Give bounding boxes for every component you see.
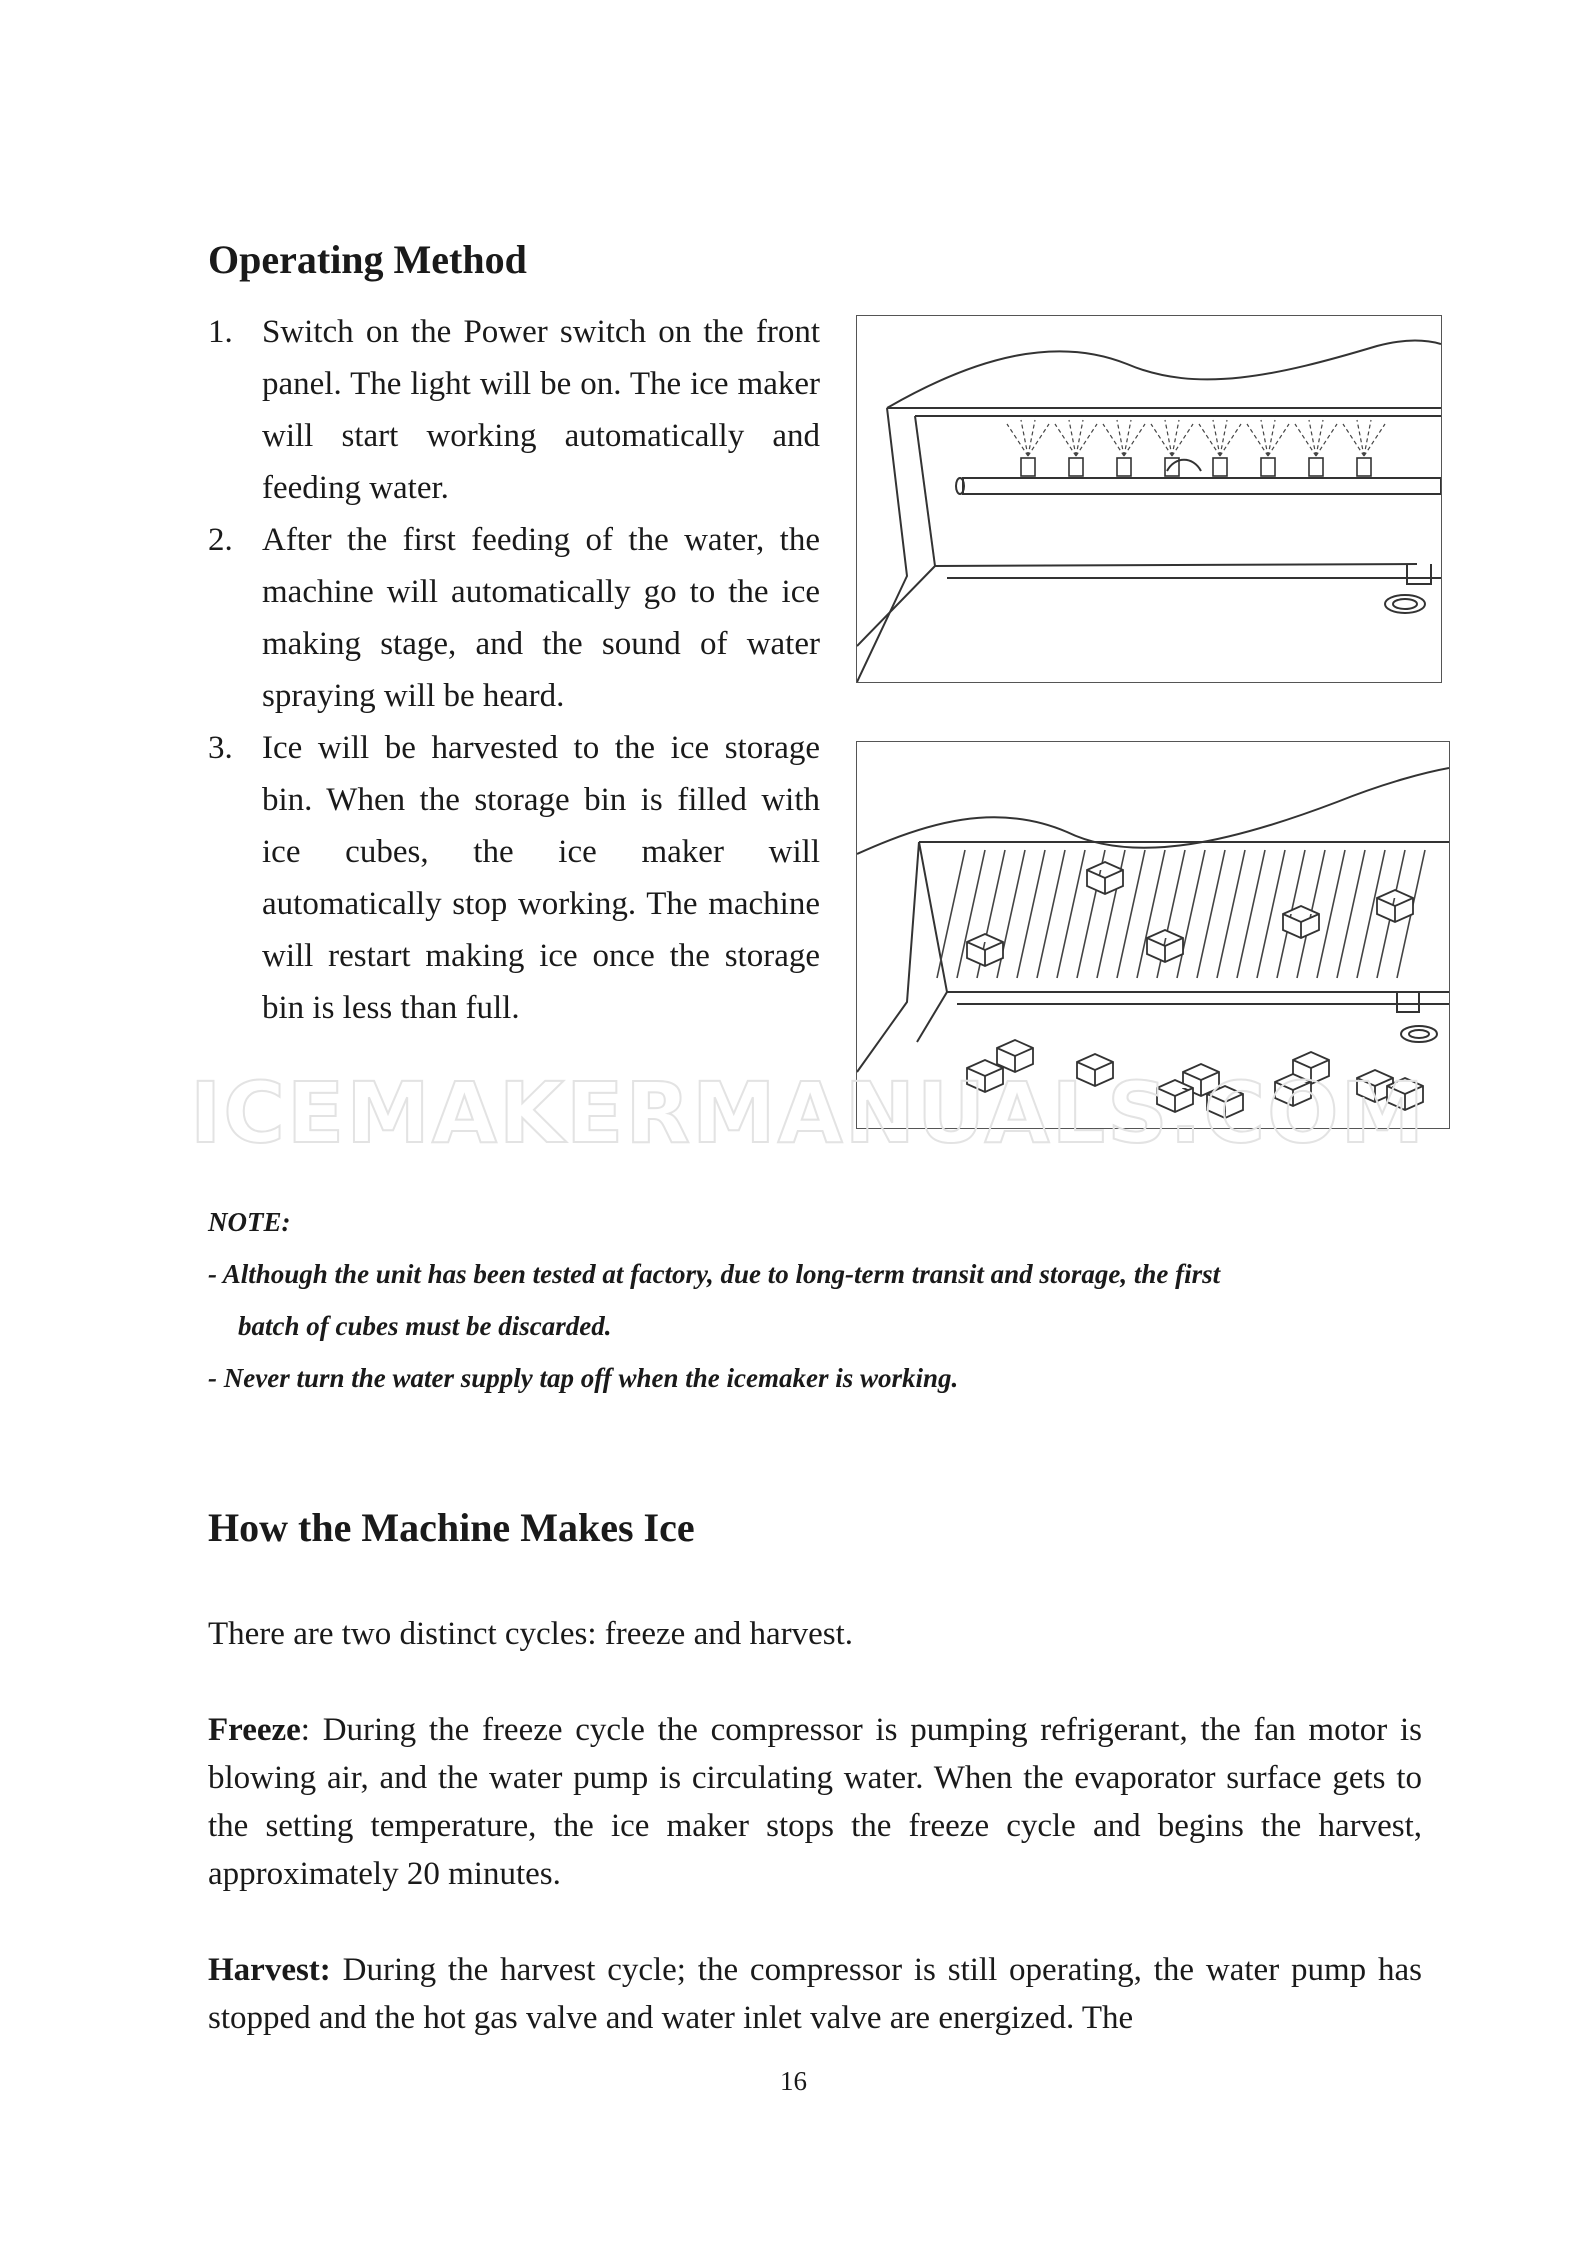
step-number: 3. [208, 730, 233, 766]
freeze-paragraph [208, 1706, 1422, 1898]
section-title-operating-method: Operating Method [208, 237, 527, 282]
spray-bar-illustration [856, 315, 1442, 683]
watermark: ICEMAKERMANUALS.COM [190, 1064, 1427, 1162]
harvest-text: During the harvest cycle; the compressor is still operating, the water pump has stopped and the hot gas valve and water inlet valve are energized. The [208, 1952, 1422, 2036]
list-item [208, 514, 820, 722]
intro-paragraph: There are two distinct cycles: freeze and harvest. [208, 1616, 854, 1652]
list-item [208, 306, 820, 514]
page-number: 16 [780, 2066, 807, 2096]
list-item [208, 722, 820, 1034]
freeze-label: Freeze [208, 1712, 301, 1748]
freeze-text: : During the freeze cycle the compressor is pumping refrigerant, the fan motor is blowing air, and the water pump is circulating water. When the evaporator surface gets to the setting temperature, the ice maker stops the freeze cycle and begins the harvest, approximately 20 minutes. [208, 1712, 1422, 1892]
note-block [208, 1196, 1422, 1404]
step-number: 1. [208, 314, 233, 350]
step-text: After the first feeding of the water, the machine will automatically go to the ice making stage, and the sound of water spraying will be heard. [262, 522, 820, 714]
step-text: Ice will be harvested to the ice storage bin. When the storage bin is filled with ice cubes, the ice maker will automatically stop working. The machine will restart making ice once the storage bin is less than full. [262, 730, 820, 1026]
step-number: 2. [208, 522, 233, 558]
step-text: Switch on the Power switch on the front panel. The light will be on. The ice maker will start working automatically and feeding water. [262, 314, 820, 506]
harvest-label: Harvest: [208, 1952, 331, 1988]
operating-steps-list [208, 306, 820, 1034]
note-item-continuation: batch of cubes must be discarded. [238, 1311, 612, 1341]
note-heading: NOTE: [208, 1207, 291, 1237]
section-title-how-machine-makes-ice: How the Machine Makes Ice [208, 1505, 695, 1550]
harvest-paragraph [208, 1946, 1422, 2042]
note-item: - Although the unit has been tested at factory, due to long-term transit and storage, the first [208, 1259, 1221, 1289]
note-item: - Never turn the water supply tap off when the icemaker is working. [208, 1363, 959, 1393]
